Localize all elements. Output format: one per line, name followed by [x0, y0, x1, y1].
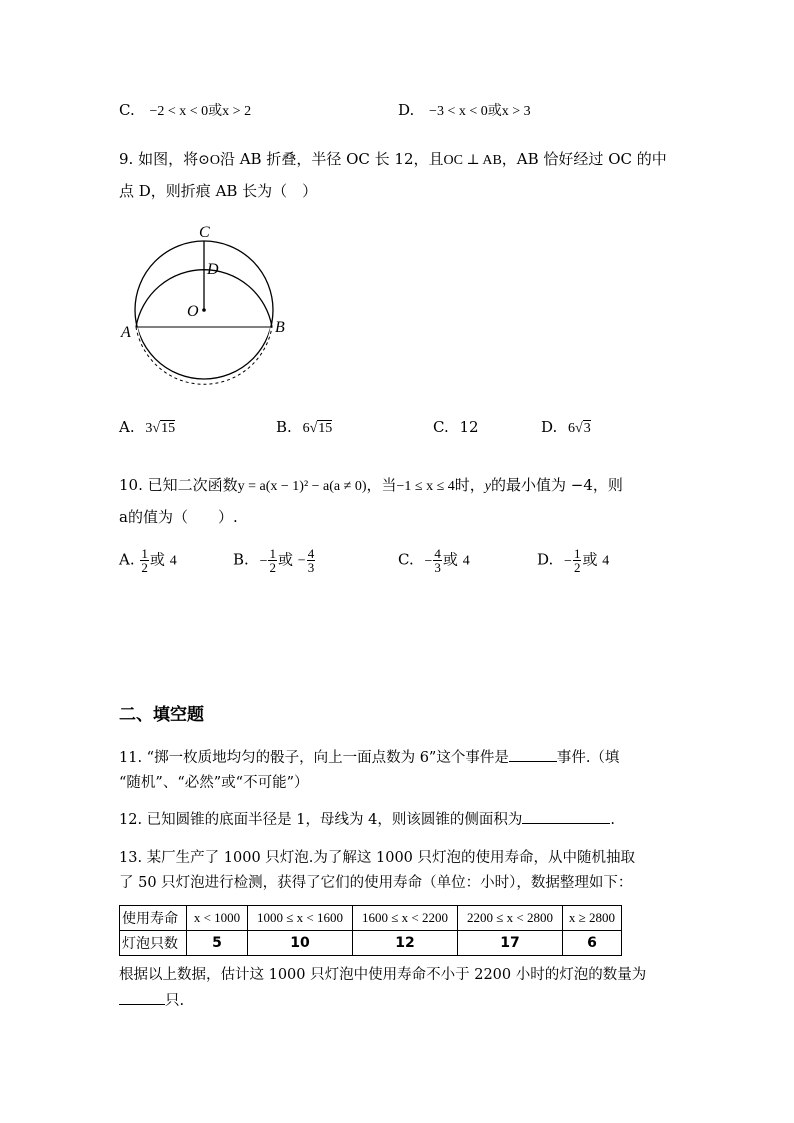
or-text: 或: [582, 550, 598, 569]
circle-symbol: ⊙O: [198, 153, 220, 168]
question-text: 了 50 只灯泡进行检测，获得了它们的使用寿命（单位：小时），数据整理如下：: [119, 875, 633, 891]
fraction: $\frac{4}{3}$: [434, 546, 441, 575]
or-text: 或: [442, 550, 458, 569]
option-label: A.: [119, 550, 135, 569]
option-label: A.: [119, 418, 135, 436]
math-expression: −2 < x < 0或x > 2: [149, 104, 252, 119]
option-value: 4: [462, 553, 470, 569]
option-label: D.: [537, 550, 554, 569]
fraction: $\frac{1}{2}$: [573, 546, 581, 575]
q10-option-b: [233, 547, 316, 574]
y-variable: y: [484, 479, 491, 494]
section-heading: 二、填空题: [119, 705, 204, 725]
table-row: [120, 906, 622, 931]
q9-line1: [119, 148, 667, 169]
q9-option-c: [433, 418, 479, 436]
circle-lower-dashed-arc: [136, 327, 272, 384]
math-expression: OC ⊥ AB: [443, 153, 502, 168]
option-value: 4: [169, 553, 177, 569]
table-cell: 2200 ≤ x < 2800: [458, 906, 563, 931]
minus-sign: −: [297, 553, 306, 569]
q13-line2: [119, 871, 632, 892]
option-label: D.: [398, 101, 415, 119]
question-text: ，AB 恰好经过 OC 的中: [501, 150, 667, 168]
table-cell: x ≥ 2800: [563, 906, 622, 931]
label-d: D: [207, 261, 219, 278]
sqrt-expression: 6√15: [302, 421, 333, 436]
minus-sign: −: [424, 553, 433, 569]
q13-line4: [119, 989, 184, 1010]
math-expression: −3 < x < 0或x > 3: [429, 104, 531, 119]
table-header-cell: 使用寿命: [120, 906, 187, 931]
function-expression: y = a(x − 1)² − a(a ≠ 0): [237, 479, 367, 494]
table-row: [120, 931, 622, 956]
option-label: C.: [433, 418, 449, 436]
option-label: B.: [276, 418, 292, 436]
answer-blank[interactable]: [509, 760, 557, 762]
q10-line2: [119, 506, 238, 527]
option-value: 12: [459, 418, 479, 436]
fold-circle-figure: [115, 220, 295, 390]
table-cell: 5: [187, 931, 248, 956]
fraction: $\frac{1}{2}$: [269, 546, 276, 575]
label-a: A: [121, 324, 131, 341]
q10-option-a: [119, 547, 177, 574]
option-value: 4: [602, 553, 610, 569]
minus-sign: −: [259, 553, 268, 569]
label-c: C: [199, 224, 210, 241]
label-o: O: [187, 303, 199, 320]
q13-line1: [119, 846, 635, 867]
q10-option-d: [537, 547, 609, 574]
question-text: ，当: [366, 476, 397, 494]
option-label: B.: [233, 550, 249, 569]
question-text: .: [610, 812, 615, 828]
table-cell: 10: [248, 931, 353, 956]
q9-option-a: [119, 418, 175, 437]
q11-line1: [119, 746, 619, 767]
question-text: 11. “掷一枚质地均匀的骰子，向上一面点数为 6”这个事件是: [119, 750, 509, 766]
or-text: 或: [149, 550, 165, 569]
q8-option-c: [119, 100, 251, 120]
question-text: 9. 如图，将: [119, 150, 199, 168]
q8-option-d: [398, 100, 531, 120]
question-text: 13. 某厂生产了 1000 只灯泡.为了解这 1000 只灯泡的使用寿命，从中随机抽取: [119, 850, 636, 866]
minus-sign: −: [564, 553, 572, 569]
q9-option-d: [541, 418, 591, 437]
q12-line: [119, 808, 615, 829]
q9-line2: [119, 180, 317, 201]
q10-option-c: [398, 547, 470, 574]
question-text: “随机”、“必然”或“不可能”）: [119, 775, 309, 791]
question-text: 12. 已知圆锥的底面半径是 1，母线为 4，则该圆锥的侧面积为: [119, 812, 523, 828]
table-cell: 1600 ≤ x < 2200: [353, 906, 458, 931]
label-b: B: [275, 319, 285, 336]
table-cell: 1000 ≤ x < 1600: [248, 906, 353, 931]
question-text: 时，: [454, 476, 485, 494]
option-label: C.: [398, 550, 414, 569]
question-text: a的值为（ ）.: [119, 508, 238, 526]
answer-blank[interactable]: [119, 1003, 165, 1005]
or-text: 或: [277, 550, 293, 569]
table-cell: 6: [563, 931, 622, 956]
sqrt-expression: 6√3: [568, 421, 591, 436]
table-cell: x < 1000: [187, 906, 248, 931]
question-text: 只.: [165, 993, 185, 1009]
lifespan-table: [119, 905, 622, 956]
q13-line3: [119, 963, 646, 984]
answer-blank[interactable]: [522, 822, 610, 824]
question-text: 事件.（填: [556, 750, 620, 766]
question-text: 点 D，则折痕 AB 长为（ ）: [119, 182, 318, 200]
sqrt-expression: 3√15: [145, 421, 176, 436]
arc-mask: [136, 327, 272, 384]
q9-option-b: [276, 418, 332, 437]
question-text: 的最小值为 −4，则: [491, 476, 623, 494]
q10-line1: [119, 474, 623, 495]
option-label: C.: [119, 101, 135, 119]
option-label: D.: [541, 418, 558, 436]
range-expression: −1 ≤ x ≤ 4: [396, 479, 455, 494]
question-text: 根据以上数据，估计这 1000 只灯泡中使用寿命不小于 2200 小时的灯泡的数量为: [119, 967, 647, 983]
question-text: 10. 已知二次函数: [119, 476, 238, 494]
fraction: $\frac{1}{2}$: [141, 546, 148, 575]
q11-line2: [119, 771, 308, 792]
center-point: [202, 308, 206, 312]
fraction: $\frac{4}{3}$: [307, 546, 315, 575]
question-text: 沿 AB 折叠，半径 OC 长 12，且: [219, 150, 444, 168]
table-cell: 17: [458, 931, 563, 956]
table-header-cell: 灯泡只数: [120, 931, 187, 956]
table-cell: 12: [353, 931, 458, 956]
